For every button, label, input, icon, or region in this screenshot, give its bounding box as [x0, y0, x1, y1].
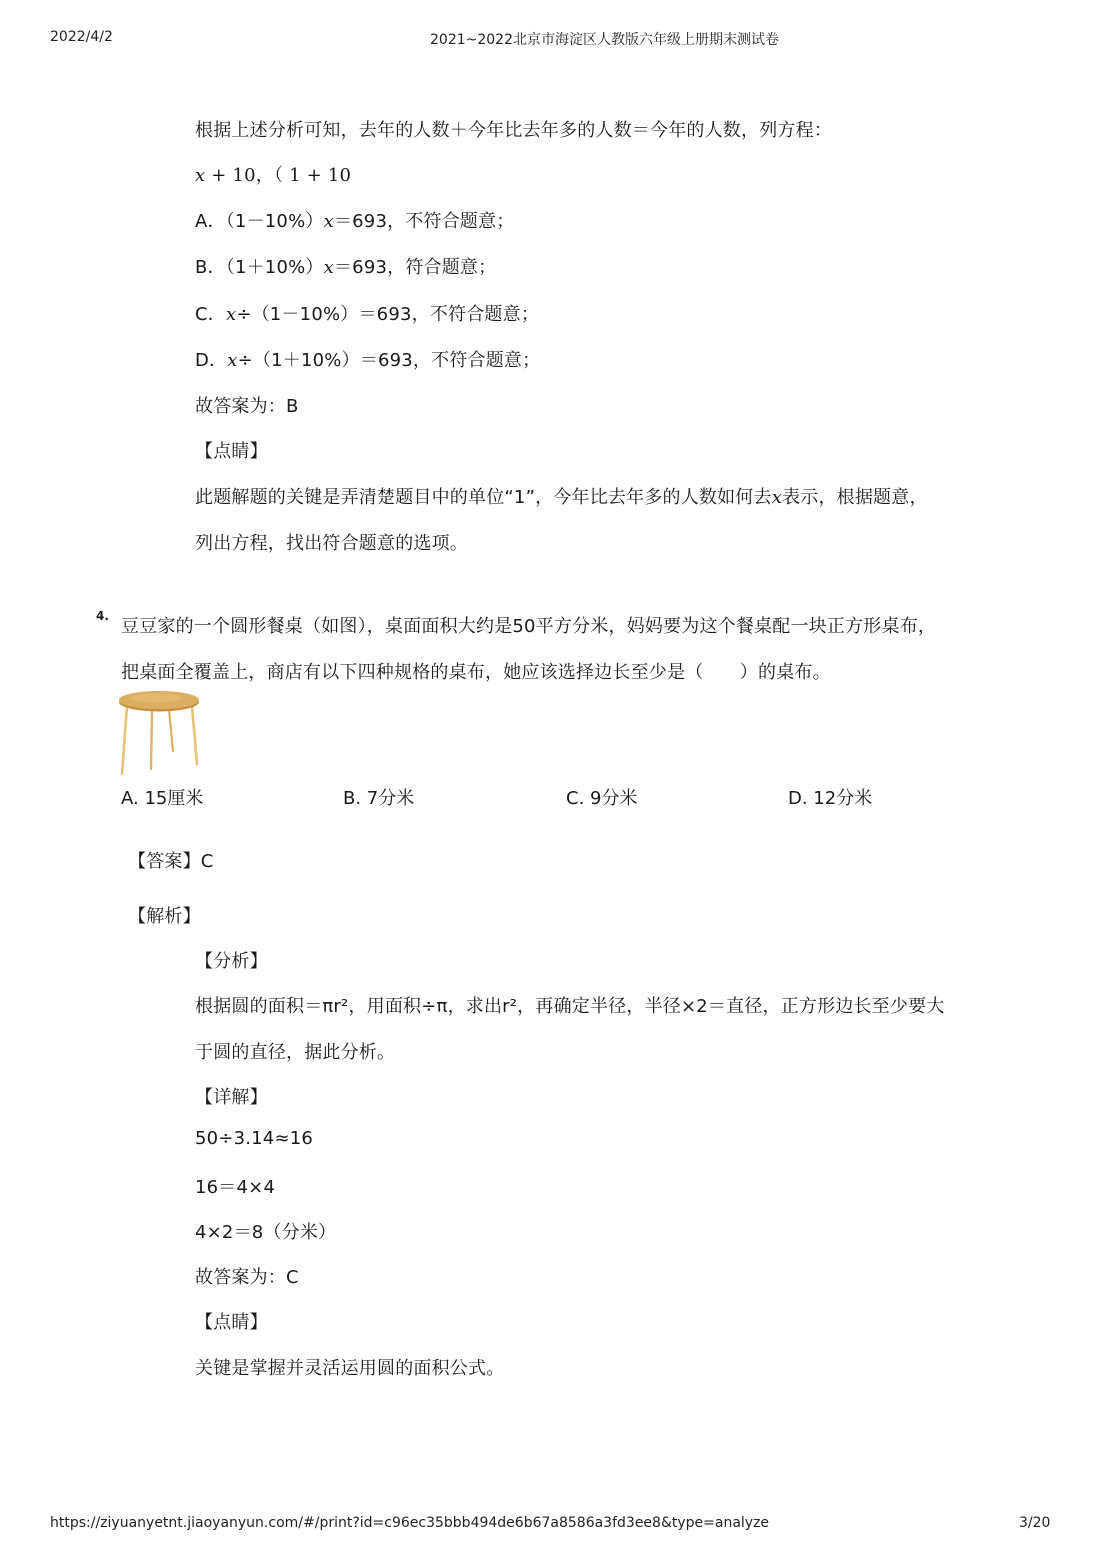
detail-heading: 【详解】	[195, 1087, 268, 1108]
variable-x: x	[323, 257, 334, 278]
option-d-label: D．	[195, 350, 228, 371]
point-heading: 【点睛】	[195, 441, 268, 462]
option-d: D. 12分米	[788, 788, 873, 809]
point-text-b: 表示，根据题意，	[782, 487, 928, 508]
option-b-line	[195, 253, 496, 279]
detail-line-2: 16＝4×4	[195, 1177, 276, 1198]
detail-line-1: 50÷3.14≈16	[195, 1128, 314, 1149]
equation-expression	[195, 161, 351, 187]
option-c-label: C．	[195, 304, 226, 325]
print-date: 2022/4/2	[50, 29, 113, 45]
option-b-label: B．（1＋10%）	[195, 257, 324, 278]
variable-x: x	[225, 304, 237, 325]
option-c-rest: ÷（1－10%）＝693，不符合题意；	[236, 304, 540, 325]
round-table-icon	[118, 689, 202, 775]
footer-url: https://ziyuanyetnt.jiaoyanyun.com/#/print?id=c96ec35bbb494de6b67a8586a3fd3ee8&type=analyze	[50, 1515, 770, 1531]
option-a-line	[195, 207, 515, 233]
point-line-q4: 关键是掌握并灵活运用圆的面积公式。	[195, 1358, 505, 1379]
option-c-line	[195, 300, 539, 326]
option-d-line	[195, 346, 540, 372]
page-number: 3/20	[1019, 1515, 1051, 1531]
round-table-image	[118, 689, 202, 775]
question-number: 4.	[96, 609, 109, 623]
document-title: 2021~2022北京市海淀区人教版六年级上册期末测试卷	[430, 32, 779, 48]
analysis-line-2: 于圆的直径，据此分析。	[195, 1042, 396, 1063]
analysis-heading: 【分析】	[195, 951, 268, 972]
analysis-line-1: 根据圆的面积＝πr²，用面积÷π，求出r²，再确定半径，半径×2＝直径，正方形边长至少要大	[195, 996, 945, 1017]
answer: 【答案】C	[128, 851, 214, 872]
option-c: C. 9分米	[566, 788, 638, 809]
option-a-label: A．（1－10%）	[195, 211, 324, 232]
option-b: B. 7分米	[343, 788, 415, 809]
point-heading-q4: 【点睛】	[195, 1312, 268, 1333]
variable-x: x	[771, 487, 783, 508]
option-a: A. 15厘米	[121, 788, 204, 809]
analysis-line: 根据上述分析可知，去年的人数＋今年比去年多的人数＝今年的人数，列方程：	[195, 120, 832, 141]
question-stem-line-1: 豆豆家的一个圆形餐桌（如图），桌面面积大约是50平方分米，妈妈要为这个餐桌配一块正方形桌布，	[121, 616, 937, 637]
option-a-rest: ＝693，不符合题意；	[333, 211, 515, 232]
explanation-heading: 【解析】	[128, 906, 201, 927]
answer-conclusion: 故答案为：B	[195, 396, 299, 417]
expression-text: + 10，（ 1 + 10	[211, 165, 352, 186]
option-d-rest: ÷（1＋10%）＝693，不符合题意；	[237, 350, 541, 371]
question-stem-line-2: 把桌面全覆盖上，商店有以下四种规格的桌布，她应该选择边长至少是（ ）的桌布。	[121, 662, 831, 683]
variable-x: x	[323, 211, 334, 232]
point-line-1	[195, 483, 928, 509]
variable-x: x	[227, 350, 238, 371]
point-text-a: 此题解题的关键是弄清楚题目中的单位“1”，今年比去年多的人数如何去	[195, 487, 772, 508]
option-b-rest: ＝693，符合题意；	[333, 257, 497, 278]
detail-line-3: 4×2＝8（分米）	[195, 1222, 337, 1243]
variable-x: x	[195, 165, 206, 186]
point-line-2: 列出方程，找出符合题意的选项。	[195, 533, 468, 554]
detail-line-4: 故答案为：C	[195, 1267, 299, 1288]
